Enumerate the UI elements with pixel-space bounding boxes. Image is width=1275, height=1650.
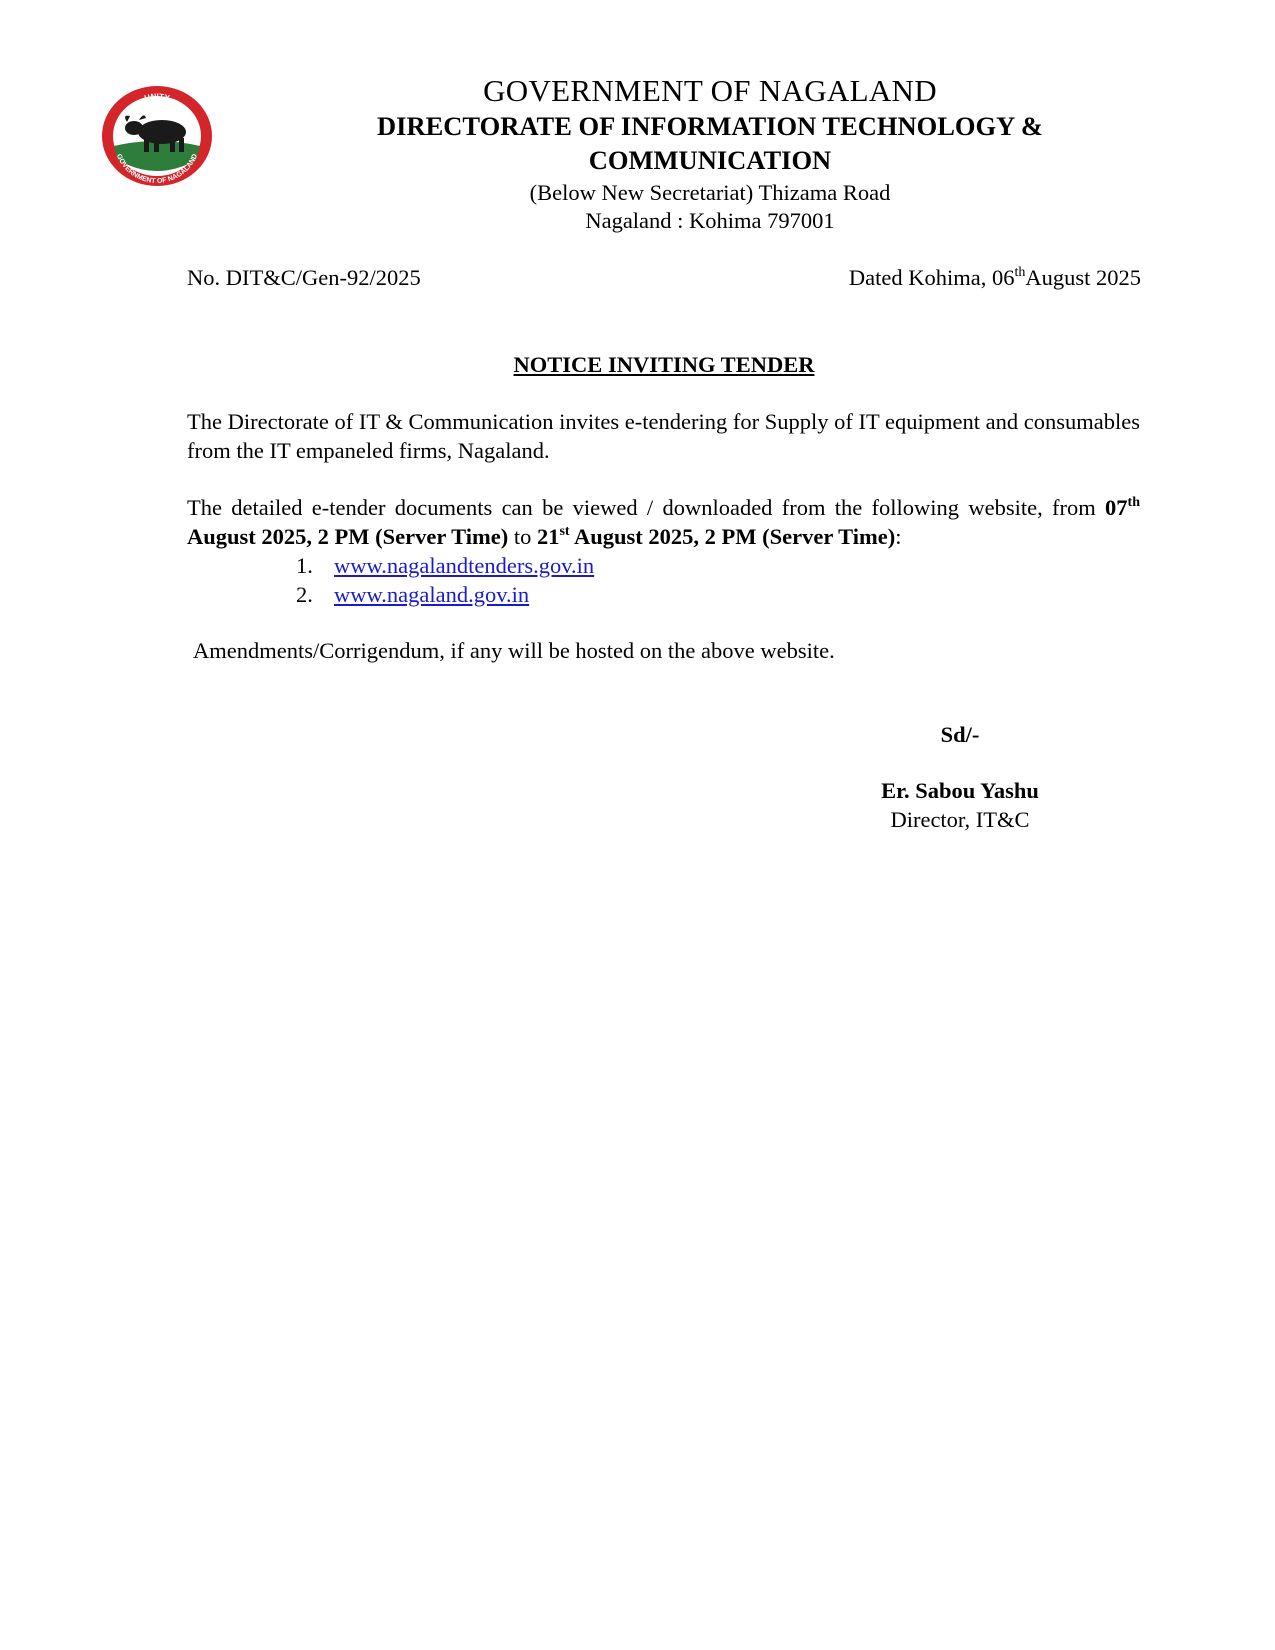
end-date [537, 524, 895, 549]
list-number: 2. [296, 581, 313, 607]
para2-to: to [508, 523, 537, 549]
header-directorate: DIRECTORATE OF INFORMATION TECHNOLOGY & [377, 111, 1043, 141]
notice-paragraph-1: The Directorate of IT & Communication invites e-tendering for Supply of IT equipment and consumables from the IT empaneled firms, Nagaland. [187, 409, 1140, 463]
start-rest: August 2025, 2 PM (Server Time) [187, 523, 509, 549]
seal-top-text: UNITY [143, 91, 171, 103]
link-nagaland-gov[interactable]: www.nagaland.gov.in [334, 581, 530, 607]
government-seal-icon [100, 84, 214, 188]
signature-sd: Sd/- [940, 722, 980, 747]
para2-colon: : [895, 523, 902, 549]
amendment-note: Amendments/Corrigendum, if any will be hosted on the above website. [193, 638, 835, 663]
notice-title: NOTICE INVITING TENDER [513, 352, 815, 377]
date-suffix: August 2025 [1025, 265, 1141, 290]
header-government: GOVERNMENT OF NAGALAND [483, 73, 937, 108]
list-number: 1. [296, 553, 313, 578]
end-rest: August 2025, 2 PM (Server Time) [569, 523, 896, 549]
end-sup: st [559, 523, 570, 539]
start-day: 07 [1105, 495, 1128, 520]
list-item [296, 581, 594, 610]
para2-intro: The detailed e-tender documents can be viewed / downloaded from the following website, from [187, 495, 1106, 520]
list-item [296, 552, 594, 581]
header-address-line2: Nagaland : Kohima 797001 [585, 208, 835, 233]
website-list [296, 552, 594, 609]
reference-date [849, 266, 1141, 291]
signatory-designation: Director, IT&C [890, 807, 1030, 832]
header-address-line1: (Below New Secretariat) Thizama Road [529, 180, 891, 205]
signatory-name: Er. Sabou Yashu [881, 778, 1039, 803]
notice-paragraph-2 [187, 494, 1140, 551]
date-sup: th [1014, 265, 1026, 280]
start-sup: th [1127, 495, 1140, 510]
reference-number: No. DIT&C/Gen-92/2025 [187, 265, 421, 290]
date-prefix: Dated Kohima, 06 [848, 265, 1015, 290]
seal-bottom-text: GOVERNMENT OF NAGALAND [114, 153, 200, 186]
end-day: 21 [536, 523, 560, 549]
link-nagalandtenders[interactable]: www.nagalandtenders.gov.in [334, 553, 595, 578]
header-communication: COMMUNICATION [588, 145, 832, 175]
